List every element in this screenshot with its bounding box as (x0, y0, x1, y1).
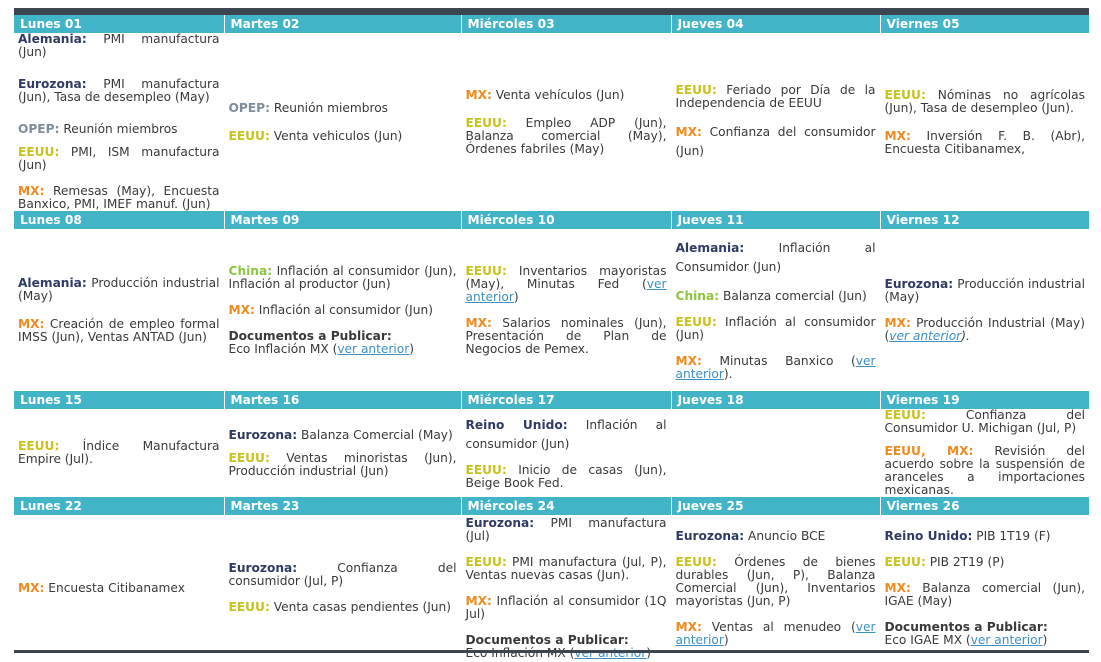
country-tag: EEUU, MX (884, 444, 969, 458)
event: Eurozona: Balanza Comercial (May) (228, 427, 453, 442)
ver-anterior-link[interactable]: ver anterior (675, 619, 876, 647)
country-tag: China (675, 289, 715, 303)
day-header: Martes 09 (224, 211, 461, 229)
country-tag: EEUU (228, 128, 265, 143)
event: Eurozona: PMI manufactura (Jun), Tasa de desempleo (May) (18, 77, 220, 104)
event: Reino Unido: Inflación al consumidor (Jun) (465, 418, 667, 451)
week-header-row (14, 15, 1089, 33)
event-text: Creación de empleo formal IMSS (Jun), Ventas ANTAD (Jun) (18, 316, 220, 344)
country-tag: EEUU (675, 315, 712, 329)
day-cell (880, 229, 1089, 391)
documents-block (466, 634, 667, 660)
day-cell (671, 33, 880, 211)
week-row (14, 409, 1089, 497)
event: Eurozona: PMI manufactura (Jul) (465, 515, 667, 543)
day-header: Jueves 25 (671, 497, 880, 515)
day-cell (461, 33, 671, 211)
event-text: Venta casas pendientes (Jun) (273, 600, 452, 614)
ver-anterior-link[interactable]: ver anterior (889, 328, 962, 343)
event-text: PIB 1T19 (F) (976, 528, 1051, 543)
day-cell (671, 229, 880, 391)
event: EEUU: Feriado por Día de la Independencia de EEUU (675, 82, 876, 110)
event-text: Inflación al consumidor (Jun), Inflación al productor (Jun) (228, 263, 457, 291)
event: EEUU: Venta casas pendientes (Jun) (228, 600, 452, 614)
day-cell (14, 229, 224, 391)
country-tag: Eurozona (228, 427, 293, 442)
day-header: Miércoles 03 (461, 15, 671, 33)
event-text: Producción Industrial (May) ( (884, 315, 1085, 343)
event-text: Encuesta Citibanamex (48, 580, 185, 595)
week-header-row (14, 391, 1089, 409)
day-header: Viernes 19 (880, 391, 1089, 409)
country-tag: Eurozona (675, 528, 740, 543)
country-tag: MX (675, 354, 698, 368)
week-row (14, 515, 1089, 661)
event: MX: Inversión F. B. (Abr), Encuesta Citibanamex, (884, 128, 1085, 156)
event: EEUU: PIB 2T19 (P) (884, 554, 1005, 569)
day-cell (224, 409, 461, 497)
day-header: Martes 23 (224, 497, 461, 515)
event-text: Confianza del consumidor (Jun) (675, 124, 876, 158)
country-tag: EEUU (465, 554, 502, 569)
event: MX: Venta vehículos (Jun) (465, 87, 625, 102)
country-tag: MX (884, 128, 907, 143)
documents-block: Documentos a Publicar: Eco Inflación MX (ver anterior) (228, 328, 415, 356)
event: Eurozona: Anuncio BCE (675, 528, 826, 543)
day-cell (880, 515, 1089, 661)
event: MX: Ventas al menudeo (ver anterior) (675, 619, 876, 647)
event: OPEP: Reunión miembros (18, 122, 178, 136)
day-cell (880, 409, 1089, 497)
event-text: Empleo ADP (Jun), Balanza comercial (May), Órdenes fabriles (May) (465, 115, 667, 156)
country-tag: EEUU (675, 82, 712, 97)
event-text: Anuncio BCE (748, 528, 826, 543)
day-cell (671, 409, 880, 497)
event-text: PIB 2T19 (P) (929, 554, 1005, 569)
ver-anterior-link[interactable]: ver anterior (970, 632, 1043, 647)
event-text: Producción industrial (May) (884, 276, 1086, 304)
country-tag: China (228, 263, 268, 278)
event: EEUU: PMI manufactura (Jul, P), Ventas nuevas casas (Jun). (465, 554, 667, 582)
country-tag: MX (18, 316, 40, 331)
country-tag: MX (884, 580, 907, 595)
event: Alemania: PMI manufactura (Jun) (18, 32, 220, 59)
day-header: Lunes 01 (14, 15, 224, 33)
week-header-row (14, 211, 1089, 229)
event-text: Producción industrial (May) (18, 275, 220, 303)
event: Alemania: Inflación al Consumidor (Jun) (675, 241, 876, 274)
document-text: Eco IGAE MX ( (884, 632, 971, 647)
event-text: Minutas Banxico ( (719, 354, 856, 368)
country-tag: EEUU (228, 450, 265, 465)
event: China: Balanza comercial (Jun) (675, 289, 867, 303)
event-text: PMI manufactura (Jul) (465, 515, 667, 543)
country-tag: Eurozona (465, 515, 530, 530)
day-cell (671, 515, 880, 661)
event-text: Órdenes de bienes durables (Jun, P), Balanza Comercial (Jun), Inventarios mayoristas (Jun, P) (675, 554, 876, 608)
day-header: Viernes 26 (880, 497, 1089, 515)
event-text: Inflación al consumidor (Jun) (465, 418, 667, 451)
event-text: Confianza del consumidor (Jul, P) (228, 561, 457, 588)
country-tag: Alemania (18, 275, 82, 290)
event: EEUU, MX: Revisión del acuerdo sobre la suspensión de aranceles a importaciones mexicanas. (884, 444, 1085, 497)
country-tag: Alemania (18, 32, 82, 46)
event-text: Venta vehículos (Jun) (495, 87, 625, 102)
country-tag: EEUU (884, 408, 921, 422)
event-text: Balanza Comercial (May) (301, 427, 453, 442)
event-text: Reunión miembros (63, 122, 178, 136)
document-text: Eco Inflación MX ( (228, 341, 338, 356)
economic-calendar (14, 15, 1089, 661)
event-text: Inventarios mayoristas (May), Minutas Fed ( (465, 263, 667, 291)
day-header: Miércoles 10 (461, 211, 671, 229)
event-text: Inflación al consumidor (1Q Jul) (465, 593, 667, 621)
week-row (14, 229, 1089, 391)
event: Eurozona: Producción industrial (May) (884, 276, 1086, 304)
event-text: Remesas (May), Encuesta Banxico, PMI, IMEF manuf. (Jun) (18, 184, 220, 211)
event-text: Salarios nominales (Jun), Presentación de Plan de Negocios de Pemex. (465, 315, 667, 356)
country-tag: MX (18, 184, 40, 198)
day-header: Lunes 15 (14, 391, 224, 409)
day-cell (461, 229, 671, 391)
event-text: Ventas minoristas (Jun), Producción industrial (Jun) (228, 450, 457, 478)
event-text: Inflación al Consumidor (Jun) (675, 241, 876, 274)
event: EEUU: Venta vehiculos (Jun) (228, 128, 403, 143)
event: Alemania: Producción industrial (May) (18, 275, 220, 303)
country-tag: EEUU (465, 463, 502, 477)
event: EEUU: PMI, ISM manufactura (Jun) (18, 145, 220, 172)
event: EEUU: Inicio de casas (Jun), Beige Book Fed. (465, 463, 667, 490)
event-text: Inflación al consumidor (Jun) (258, 302, 433, 317)
country-tag: MX (228, 302, 251, 317)
day-header: Martes 02 (224, 15, 461, 33)
country-tag: Eurozona (884, 276, 949, 291)
event: Reino Unido: PIB 1T19 (F) (884, 528, 1051, 543)
country-tag: Alemania (675, 241, 740, 255)
day-cell (224, 515, 461, 661)
event: EEUU: Órdenes de bienes durables (Jun, P), Balanza Comercial (Jun), Inventarios mayoristas (Jun, P) (675, 554, 876, 608)
ver-anterior-link[interactable]: ver anterior (337, 341, 410, 356)
day-cell (461, 515, 671, 661)
country-tag: Reino Unido (465, 418, 563, 432)
country-tag: Reino Unido (884, 528, 968, 543)
event-text: Inversión F. B. (Abr), Encuesta Citibanamex, (884, 128, 1085, 156)
day-header: Lunes 22 (14, 497, 224, 515)
event: MX: Confianza del consumidor (Jun) (675, 124, 876, 158)
documents-label: Documentos a Publicar: (228, 328, 392, 343)
event: EEUU: Inventarios mayoristas (May), Minutas Fed (ver anterior) (465, 263, 667, 304)
day-cell (14, 409, 224, 497)
event-text: Balanza comercial (Jun), IGAE (May) (884, 580, 1085, 608)
event-text: Índice Manufactura Empire (Jul). (18, 439, 220, 466)
event: MX: Encuesta Citibanamex (18, 580, 185, 595)
event: MX: Salarios nominales (Jun), Presentación de Plan de Negocios de Pemex. (465, 315, 667, 356)
country-tag: MX (675, 124, 698, 139)
day-cell (880, 33, 1089, 211)
event: MX: Creación de empleo formal IMSS (Jun), Ventas ANTAD (Jun) (18, 316, 220, 344)
country-tag: Eurozona (228, 561, 293, 575)
event-text: Inflación al consumidor (Jun) (675, 315, 876, 342)
day-header: Miércoles 17 (461, 391, 671, 409)
country-tag: MX (884, 315, 907, 330)
documents-label: Documentos a Publicar: (884, 619, 1048, 634)
event: OPEP: Reunión miembros (228, 100, 389, 115)
day-header: Miércoles 24 (461, 497, 671, 515)
country-tag: EEUU (18, 439, 55, 453)
day-cell (224, 229, 461, 391)
day-header: Martes 16 (224, 391, 461, 409)
country-tag: EEUU (18, 145, 55, 159)
event-text: Venta vehiculos (Jun) (273, 128, 403, 143)
top-rule (14, 8, 1089, 15)
day-header: Lunes 08 (14, 211, 224, 229)
documents-label: Documentos a Publicar: (465, 632, 629, 647)
ver-anterior-link[interactable]: ver anterior (465, 276, 667, 304)
event: EEUU: Ventas minoristas (Jun), Producción industrial (Jun) (228, 450, 457, 478)
country-tag: MX (465, 87, 488, 102)
day-cell (461, 409, 671, 497)
event: MX: Inflación al consumidor (Jun) (228, 302, 433, 317)
event-text: Ventas al menudeo ( (711, 619, 856, 634)
day-header: Jueves 11 (671, 211, 880, 229)
country-tag: MX (675, 619, 698, 634)
country-tag: OPEP (228, 100, 266, 115)
country-tag: EEUU (465, 263, 502, 278)
event: EEUU: Nóminas no agrícolas (Jun), Tasa de desempleo (Jun). (884, 87, 1086, 115)
event: EEUU: Empleo ADP (Jun), Balanza comercial (May), Órdenes fabriles (May) (465, 115, 667, 156)
week-row (14, 33, 1089, 211)
event-text: Confianza del Consumidor U. Michigan (Jul, P) (884, 408, 1085, 435)
country-tag: EEUU (884, 87, 921, 102)
documents-block: Documentos a Publicar: Eco IGAE MX (ver anterior) (884, 619, 1048, 647)
event-text: PMI manufactura (Jul, P), Ventas nuevas casas (Jun). (465, 554, 667, 582)
event: Eurozona: Confianza del consumidor (Jul, P) (228, 561, 457, 588)
event: China: Inflación al consumidor (Jun), Inflación al productor (Jun) (228, 263, 457, 291)
country-tag: EEUU (884, 554, 921, 569)
event-text: PMI manufactura (Jun) (18, 32, 220, 59)
day-header: Viernes 05 (880, 15, 1089, 33)
event: MX: Inflación al consumidor (1Q Jul) (465, 593, 667, 621)
event-text: Revisión del acuerdo sobre la suspensión de aranceles a importaciones mexicanas. (884, 444, 1085, 497)
country-tag: EEUU (675, 554, 712, 569)
event-text: PMI manufactura (Jun), Tasa de desempleo (May) (18, 77, 220, 104)
bottom-rule (14, 650, 1089, 653)
day-cell (224, 33, 461, 211)
event: MX: Producción Industrial (May) (ver anterior). (884, 315, 1085, 343)
event: MX: Minutas Banxico (ver anterior). (675, 354, 876, 381)
event-text: Reunión miembros (273, 100, 389, 115)
event: MX: Remesas (May), Encuesta Banxico, PMI, IMEF manuf. (Jun) (18, 184, 220, 211)
ver-anterior-link[interactable]: ver anterior (675, 354, 876, 381)
country-tag: Eurozona (18, 77, 82, 91)
day-header: Jueves 18 (671, 391, 880, 409)
day-header: Viernes 12 (880, 211, 1089, 229)
event: EEUU: Confianza del Consumidor U. Michigan (Jul, P) (884, 408, 1085, 435)
event: MX: Balanza comercial (Jun), IGAE (May) (884, 580, 1085, 608)
event-text: PMI, ISM manufactura (Jun) (18, 145, 220, 172)
event: EEUU: Inflación al consumidor (Jun) (675, 315, 876, 342)
country-tag: EEUU (228, 600, 265, 614)
event-text: Inicio de casas (Jun), Beige Book Fed. (465, 463, 667, 490)
day-header: Jueves 04 (671, 15, 880, 33)
country-tag: MX (465, 315, 488, 330)
day-cell (14, 33, 224, 211)
day-cell (14, 515, 224, 661)
event-text: Balanza comercial (Jun) (722, 289, 867, 303)
event-text: Feriado por Día de la Independencia de EEUU (675, 82, 876, 110)
country-tag: MX (18, 580, 40, 595)
country-tag: OPEP (18, 122, 55, 136)
country-tag: MX (465, 593, 488, 608)
country-tag: EEUU (465, 115, 502, 130)
event: EEUU: Índice Manufactura Empire (Jul). (18, 439, 220, 466)
week-header-row (14, 497, 1089, 515)
event-text: Nóminas no agrícolas (Jun), Tasa de desempleo (Jun). (884, 87, 1086, 115)
